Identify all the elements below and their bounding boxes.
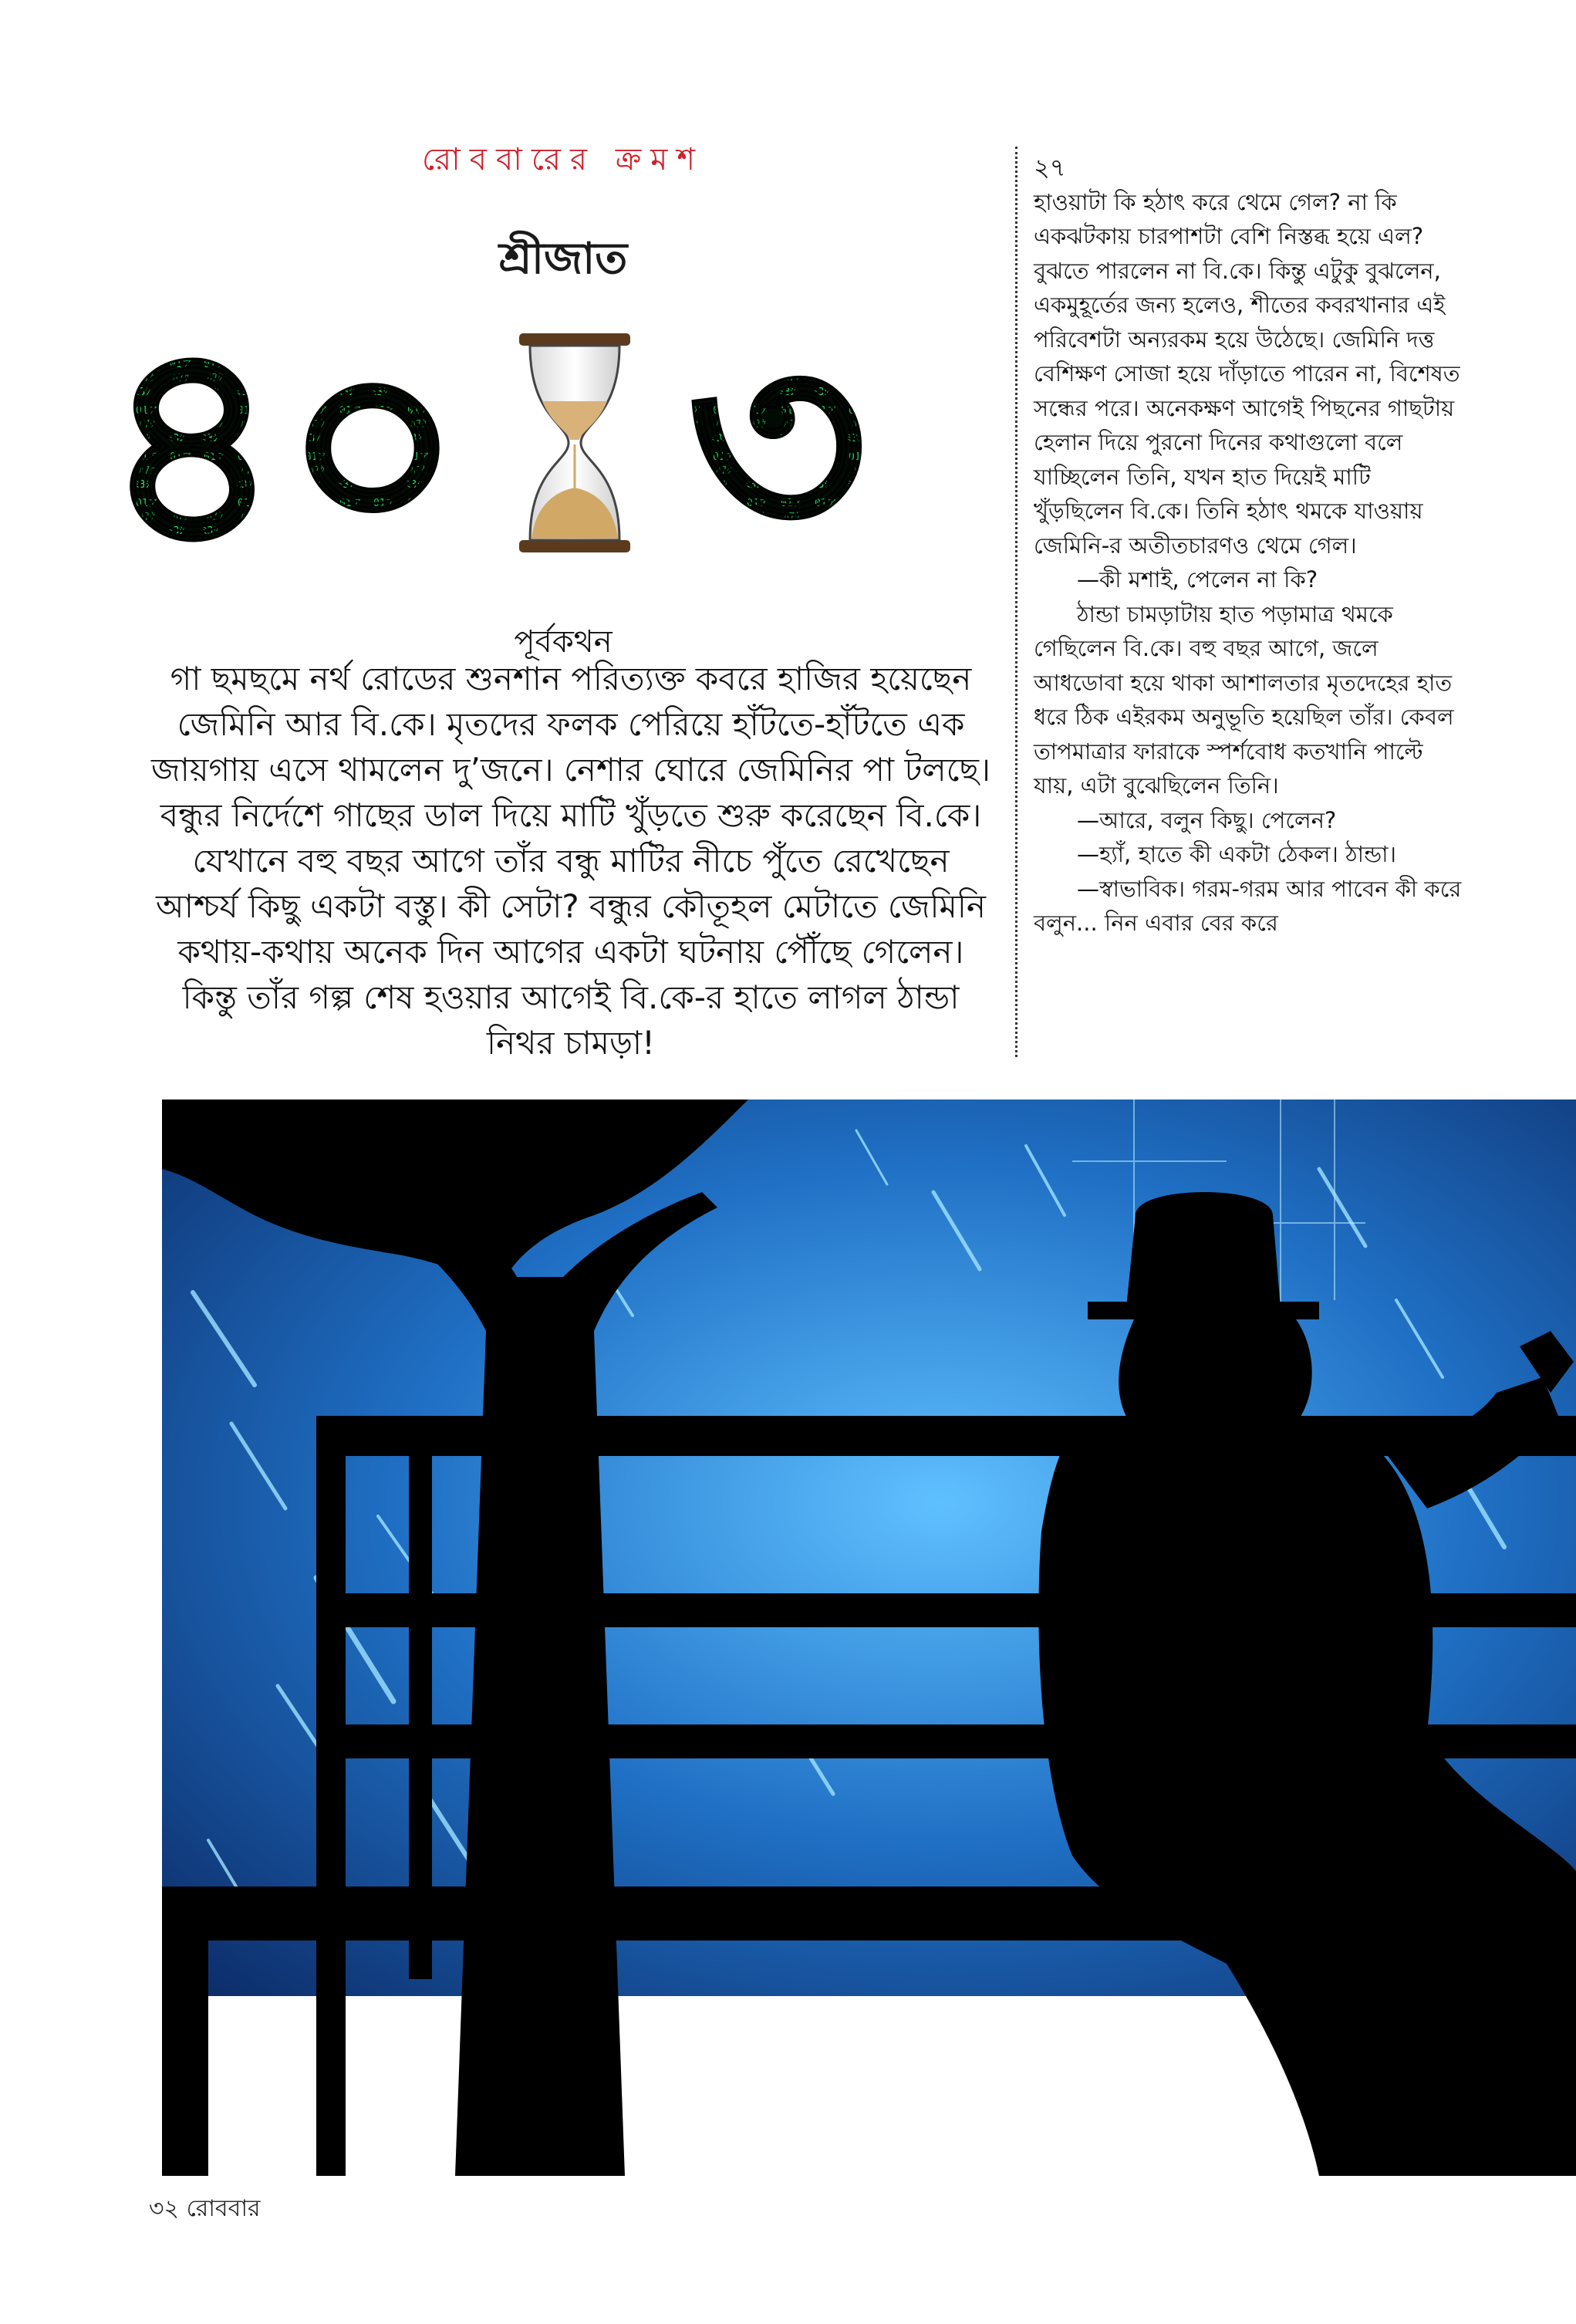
story-paragraph: —কী মশাই, পেলেন না কি? — [1077, 566, 1318, 593]
title-artwork — [102, 282, 887, 606]
title-digits — [102, 282, 867, 606]
story-illustration — [162, 1100, 1576, 2176]
title-digit-right: ৩ — [687, 282, 868, 606]
hourglass-icon — [519, 333, 630, 552]
story-paragraph: —স্বাভাবিক। গরম-গরম আর পাবেন কী করে বলুন... নিন এবার বের করে — [1034, 875, 1462, 936]
author-name: শ্রীজাত — [498, 234, 628, 284]
title-digit-left: ৪০ — [102, 282, 463, 606]
prologue-text: গা ছমছমে নর্থ রোডের শুনশান পরিত্যক্ত কবরে হাজির হয়েছেন জেমিনি আর বি.কে। মৃতদের ফলক পেরিয়ে হাঁটতে-হাঁটতে এক জায়গায় এসে থামলেন দু’জনে। নেশার ঘোরে জেমিনির পা টলছে। বন্ধুর নির্দেশে গাছের ডাল দিয়ে মাটি খুঁড়তে শুরু করেছেন বি.কে। যেখানে বহু বছর আগে তাঁর বন্ধু মাটির নীচে পুঁতে রেখেছেন আশ্চর্য কিছু একটা বস্তু। কী সেটা? বন্ধুর কৌতূহল মেটাতে জেমিনি কথায়-কথায় অনেক দিন আগের একটা ঘটনায় পৌঁছে গেলেন। কিন্তু তাঁর গল্প শেষ হওয়ার আগেই বি.কে-র হাতে লাগল ঠান্ডা নিথর চামড়া! — [151, 660, 990, 1062]
chapter-number: ২৭ — [1034, 153, 1066, 182]
magazine-name: রোববার — [186, 2195, 261, 2222]
story-paragraph: —আরে, বলুন কিছু। পেলেন? — [1077, 806, 1337, 833]
story-paragraph: হাওয়াটা কি হঠাৎ করে থেমে গেল? না কি একঝটকায় চারপাশটা বেশি নিস্তব্ধ হয়ে এল? বুঝতে পারলেন না বি.কে। কিন্তু এটুকু বুঝলেন, একমুহূর্তের জন্য হলেও, শীতের কবরখানার এই পরিবেশটা অন্যরকম হয়ে উঠেছে। জেমিনি দত্ত বেশিক্ষণ সোজা হয়ে দাঁড়াতে পারেন না, বিশেষত সন্ধের পরে। অনেকক্ষণ আগেই পিছনের গাছটায় হেলান দিয়ে পুরনো দিনের কথাগুলো বলে যাচ্ছিলেন তিনি, যখন হাত দিয়েই মাটি খুঁড়ছিলেন বি.কে। তিনি হঠাৎ থমকে যাওয়ায় জেমিনি-র অতীতচারণও থেমে গেল। — [1034, 188, 1460, 559]
prologue-heading: পূর্বকথন — [514, 624, 613, 660]
page-number: ৩২ — [149, 2195, 180, 2222]
column-divider — [1015, 147, 1017, 1057]
page-folio — [149, 2190, 261, 2229]
story-column — [1034, 150, 1466, 941]
section-label: রোববারের ক্রমশ — [421, 142, 705, 177]
story-paragraph: —হ্যাঁ, হাতে কী একটা ঠেকল। ঠান্ডা। — [1077, 841, 1396, 867]
story-paragraph: ঠান্ডা চামড়াটায় হাত পড়ামাত্র থমকে গেছিলেন বি.কে। বহু বছর আগে, জলে আধডোবা হয়ে থাকা আশালতার মৃতদেহের হাত ধরে ঠিক এইরকম অনুভূতি হয়েছিল তাঁর। কেবল তাপমাত্রার ফারাকে স্পর্শবোধ কতখানি পাল্টে যায়, এটা বুঝেছিলেন তিনি। — [1034, 600, 1454, 799]
